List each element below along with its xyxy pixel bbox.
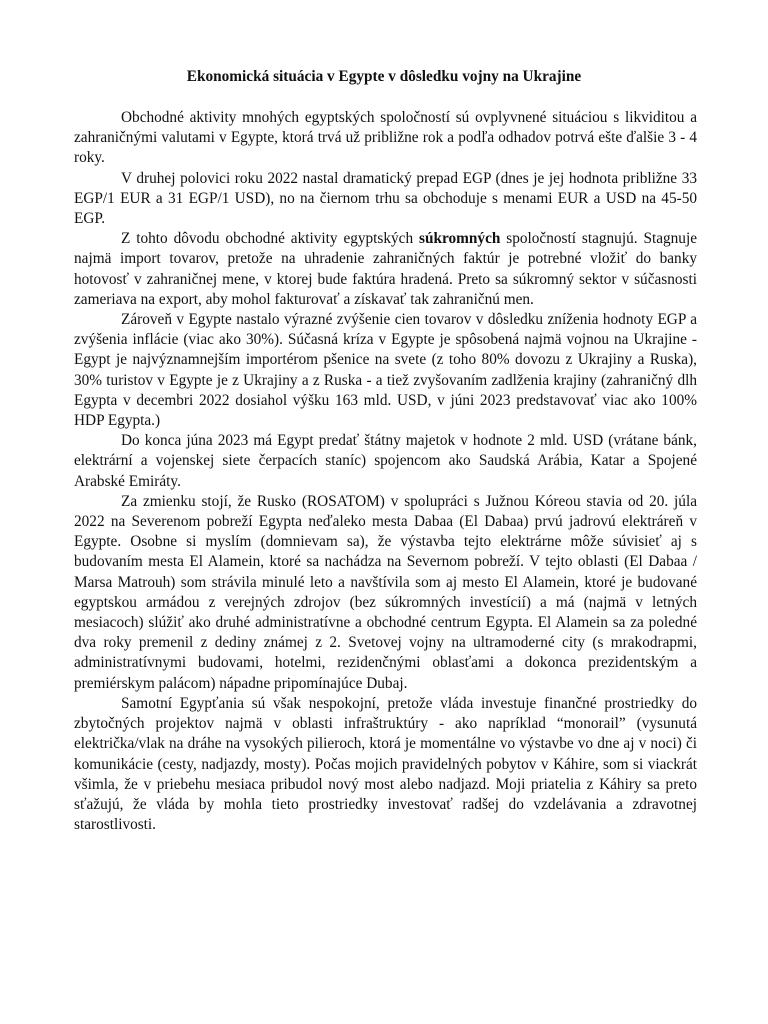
paragraph-private-sector-lead: Z tohto dôvodu obchodné aktivity egyptských: [121, 230, 420, 248]
paragraph-state-assets: Do konca júna 2023 má Egypt predať štátny majetok v hodnote 2 mld. USD (vrátane bánk, elektrární a vojenskej siete čerpacích staníc) spojencom ako Saudská Arábia, Katar a Spojené Arabské Emiráty.: [74, 432, 697, 490]
paragraph-nuclear-plant: Za zmienku stojí, že Rusko (ROSATOM) v spolupráci s Južnou Kóreou stavia od 20. júla 2022 na Severenom pobreží Egypta neďaleko mesta Dabaa (El Dabaa) prvú jadrovú elektráreň v Egypte. Osobne si myslím (domnievam sa), že výstavba tejto elektrárne môže súvisieť aj s budovaním mesta El Alamein, ktoré sa nachádza na Severnom pobreží. V tejto oblasti (El Dabaa / Marsa Matrouh) som strávila minulé leto a navštívila som aj mesto El Alamein, ktoré je budované egyptskou armádou z verejných zdrojov (bez súkromných investícií) a má (najmä v letných mesiacoch) slúžiť ako druhé administratívne a obchodné centrum Egypta. El Alamein sa za poledné dva roky premenil z dediny známej z 2. Svetovej vojny na ultramoderné city (s mrakodrapmi, administratívnymi budovami, hotelmi, rezidenčnými oblasťami a dokonca prezidentským a premiérskym palácom) nápadne pripomínajúce Dubaj.: [74, 492, 697, 692]
paragraph-private-sector: [74, 229, 697, 310]
paragraph-private-sector-rest: spoločností stagnujú. Stagnuje najmä import tovarov, pretože na uhradenie zahraničných faktúr je potrebné vložiť do banky hotovosť v zahraničnej mene, v ktorej bude faktúra hradená. Preto sa súkromný sektor v súčasnosti zameriava na export, aby mohol fakturovať a získavať tak zahraničnú men.: [74, 230, 697, 308]
emphasis-private: súkromných: [419, 230, 501, 248]
document-body: [74, 108, 697, 835]
paragraph-inflation: Zároveň v Egypte nastalo výrazné zvýšenie cien tovarov v dôsledku zníženia hodnoty EGP a zvýšenia inflácie (viac ako 30%). Súčasná kríza v Egypte je spôsobená najmä vojnou na Ukrajine - Egypt je najvýznamnejším importérom pšenice na svete (z toho 80% dovozu z Ukrajiny a Ruska), 30% turistov v Egypte je z Ukrajiny a z Ruska - a tiež zvyšovaním zadlženia krajiny (zahraničný dlh Egypta v decembri 2022 dosiahol výšku 163 mld. USD, v júni 2023 predstavovať viac ako 100% HDP Egypta.): [74, 311, 697, 430]
paragraph-egp-drop: V druhej polovici roku 2022 nastal dramatický prepad EGP (dnes je jej hodnota približne 33 EGP/1 EUR a 31 EGP/1 USD), no na čiernom trhu sa obchoduje s menami EUR a USD na 45-50 EGP.: [74, 169, 697, 228]
document-title: Ekonomická situácia v Egypte v dôsledku vojny na Ukrajine: [186, 68, 582, 85]
paragraph-infrastructure: Samotní Egypťania sú však nespokojní, pretože vláda investuje finančné prostriedky do zbytočných projektov najmä v oblasti infraštruktúry - ako napríklad “monorail” (vysunutá električka/vlak na dráhe na vysokých pilieroch, ktorá je momentálne vo výstavbe vo dne aj v noci) či komunikácie (cesty, nadjazdy, mosty). Počas mojich pravidelných pobytov v Káhire, som si viackrát všimla, že v priebehu mesiaca pribudol nový most alebo nadjazd. Moji priatelia z Káhiry sa preto sťažujú, že vláda by mohla tieto prostriedky investovať radšej do vzdelávania a zdravotnej starostlivosti.: [74, 694, 697, 834]
paragraph-liquidity: Obchodné aktivity mnohých egyptských spoločností sú ovplyvnené situáciou s likviditou a zahraničnými valutami v Egypte, ktorá trvá už približne rok a podľa odhadov potrvá ešte ďalšie 3 - 4 roky.: [74, 109, 697, 167]
